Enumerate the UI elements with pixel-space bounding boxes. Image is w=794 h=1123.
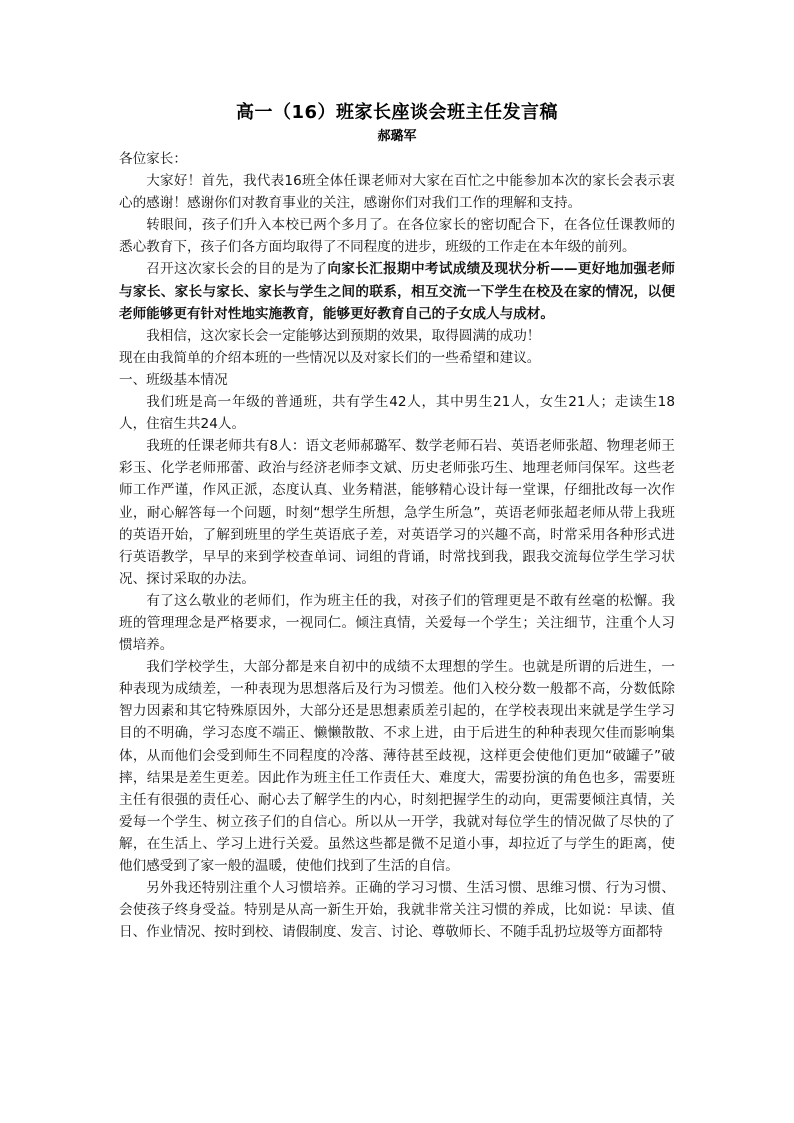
salutation: 各位家长： — [119, 151, 187, 167]
section-heading: 一、班级基本情况 — [119, 371, 228, 388]
document-body — [119, 148, 675, 943]
paragraph: 另外我还特别注重个人习惯培养。正确的学习习惯、生活习惯、思维习惯、行为习惯、会使孩子终身受益。特别是从高一新生开始，我就非常关注习惯的养成，比如说：早读、值日、作业情况、按时到校、请假制度、发言、讨论、尊敬师长、不随手乱扔垃圾等方面都特 — [119, 880, 675, 941]
paragraph: 有了这么敬业的老师们，作为班主任的我，对孩子们的管理更是不敢有丝毫的松懈。我班的管理理念是严格要求，一视同仁。倾注真情，关爱每一个学生；关注细节，注重个人习惯培养。 — [119, 592, 675, 654]
document-title: 高一（16）班家长座谈会班主任发言稿 — [235, 102, 559, 123]
paragraph: 大家好！首先，我代表16班全体任课老师对大家在百忙之中能参加本次的家长会表示衷心的感谢！感谢你们对教育事业的关注，感谢你们对我们工作的理解和支持。 — [119, 173, 675, 212]
paragraph: 转眼间，孩子们升入本校已两个多月了。在各位家长的密切配合下，在各位任课教师的悉心教育下，孩子们各方面均取得了不同程度的进步，班级的工作走在本年级的前列。 — [119, 217, 675, 256]
paragraph-lead: 召开这次家长会的目的是为了 — [146, 261, 328, 278]
paragraph: 我们学校学生，大部分都是来自初中的成绩不太理想的学生。也就是所谓的后进生，一种表现为成绩差，一种表现为思想落后及行为习惯差。他们入校分数一般都不高，分数低除智力因素和其它特殊原因外，大部分还是思想素质差引起的，在学校表现出来就是学生学习目的不明确，学习态度不端正、懒懒散散、不求上进，由于后进生的种种表现欠佳而影响集体，从而他们会受到师生不同程度的冷落、薄待甚至歧视，这样更会使他们更加“破罐子”破摔，结果是差生更差。因此作为班主任工作责任大、难度大，需要扮演的角色也多，需要班主任有很强的责任心、耐心去了解学生的内心，时刻把握学生的动向，更需要倾注真情，关爱每一个学生、树立孩子们的自信心。所以从一开学，我就对每位学生的情况做了尽快的了解，在生活上、学习上进行关爱。虽然这些都是微不足道小事，却拉近了与学生的距离，使他们感受到了家一般的温暖，使他们找到了生活的自信。 — [119, 659, 675, 874]
paragraph-purpose — [119, 258, 675, 324]
document-author: 郝璐军 — [377, 129, 417, 144]
paragraph: 我班的任课老师共有8人：语文老师郝璐军、数学老师石岩、英语老师张超、物理老师王彩玉、化学老师邢蕾、政治与经济老师李文斌、历史老师张巧生、地理老师闫保军。这些老师工作严谨，作风正派，态度认真、业务精湛，能够精心设计每一堂课，仔细批改每一次作业，耐心解答每一个问题，时刻“想学生所想，急学生所急”，英语老师张超老师从带上我班的英语开始，了解到班里的学生英语底子差，对英语学习的兴趣不高，时常采用各种形式进行英语教学，早早的来到学校查单词、词组的背诵，时常找到我，跟我交流每位学生学习状况、探讨采取的办法。 — [119, 438, 675, 587]
paragraph-bold-text: 向家长汇报期中考试成绩及现状分析——更好地加强老师与家长、家长与家长、家长与学生之间的联系，相互交流一下学生在校及在家的情况，以便老师能够更有针对性地实施教育，能够更好教育自己的子女成人与成材。 — [119, 261, 676, 322]
intro-line: 现在由我简单的介绍本班的一些情况以及对家长们的一些希望和建议。 — [119, 349, 541, 366]
paragraph: 我相信，这次家长会一定能够达到预期的效果，取得圆满的成功！ — [146, 327, 541, 344]
paragraph: 我们班是高一年级的普通班，共有学生42人，其中男生21人，女生21人；走读生18人，住宿生共24人。 — [119, 394, 675, 433]
